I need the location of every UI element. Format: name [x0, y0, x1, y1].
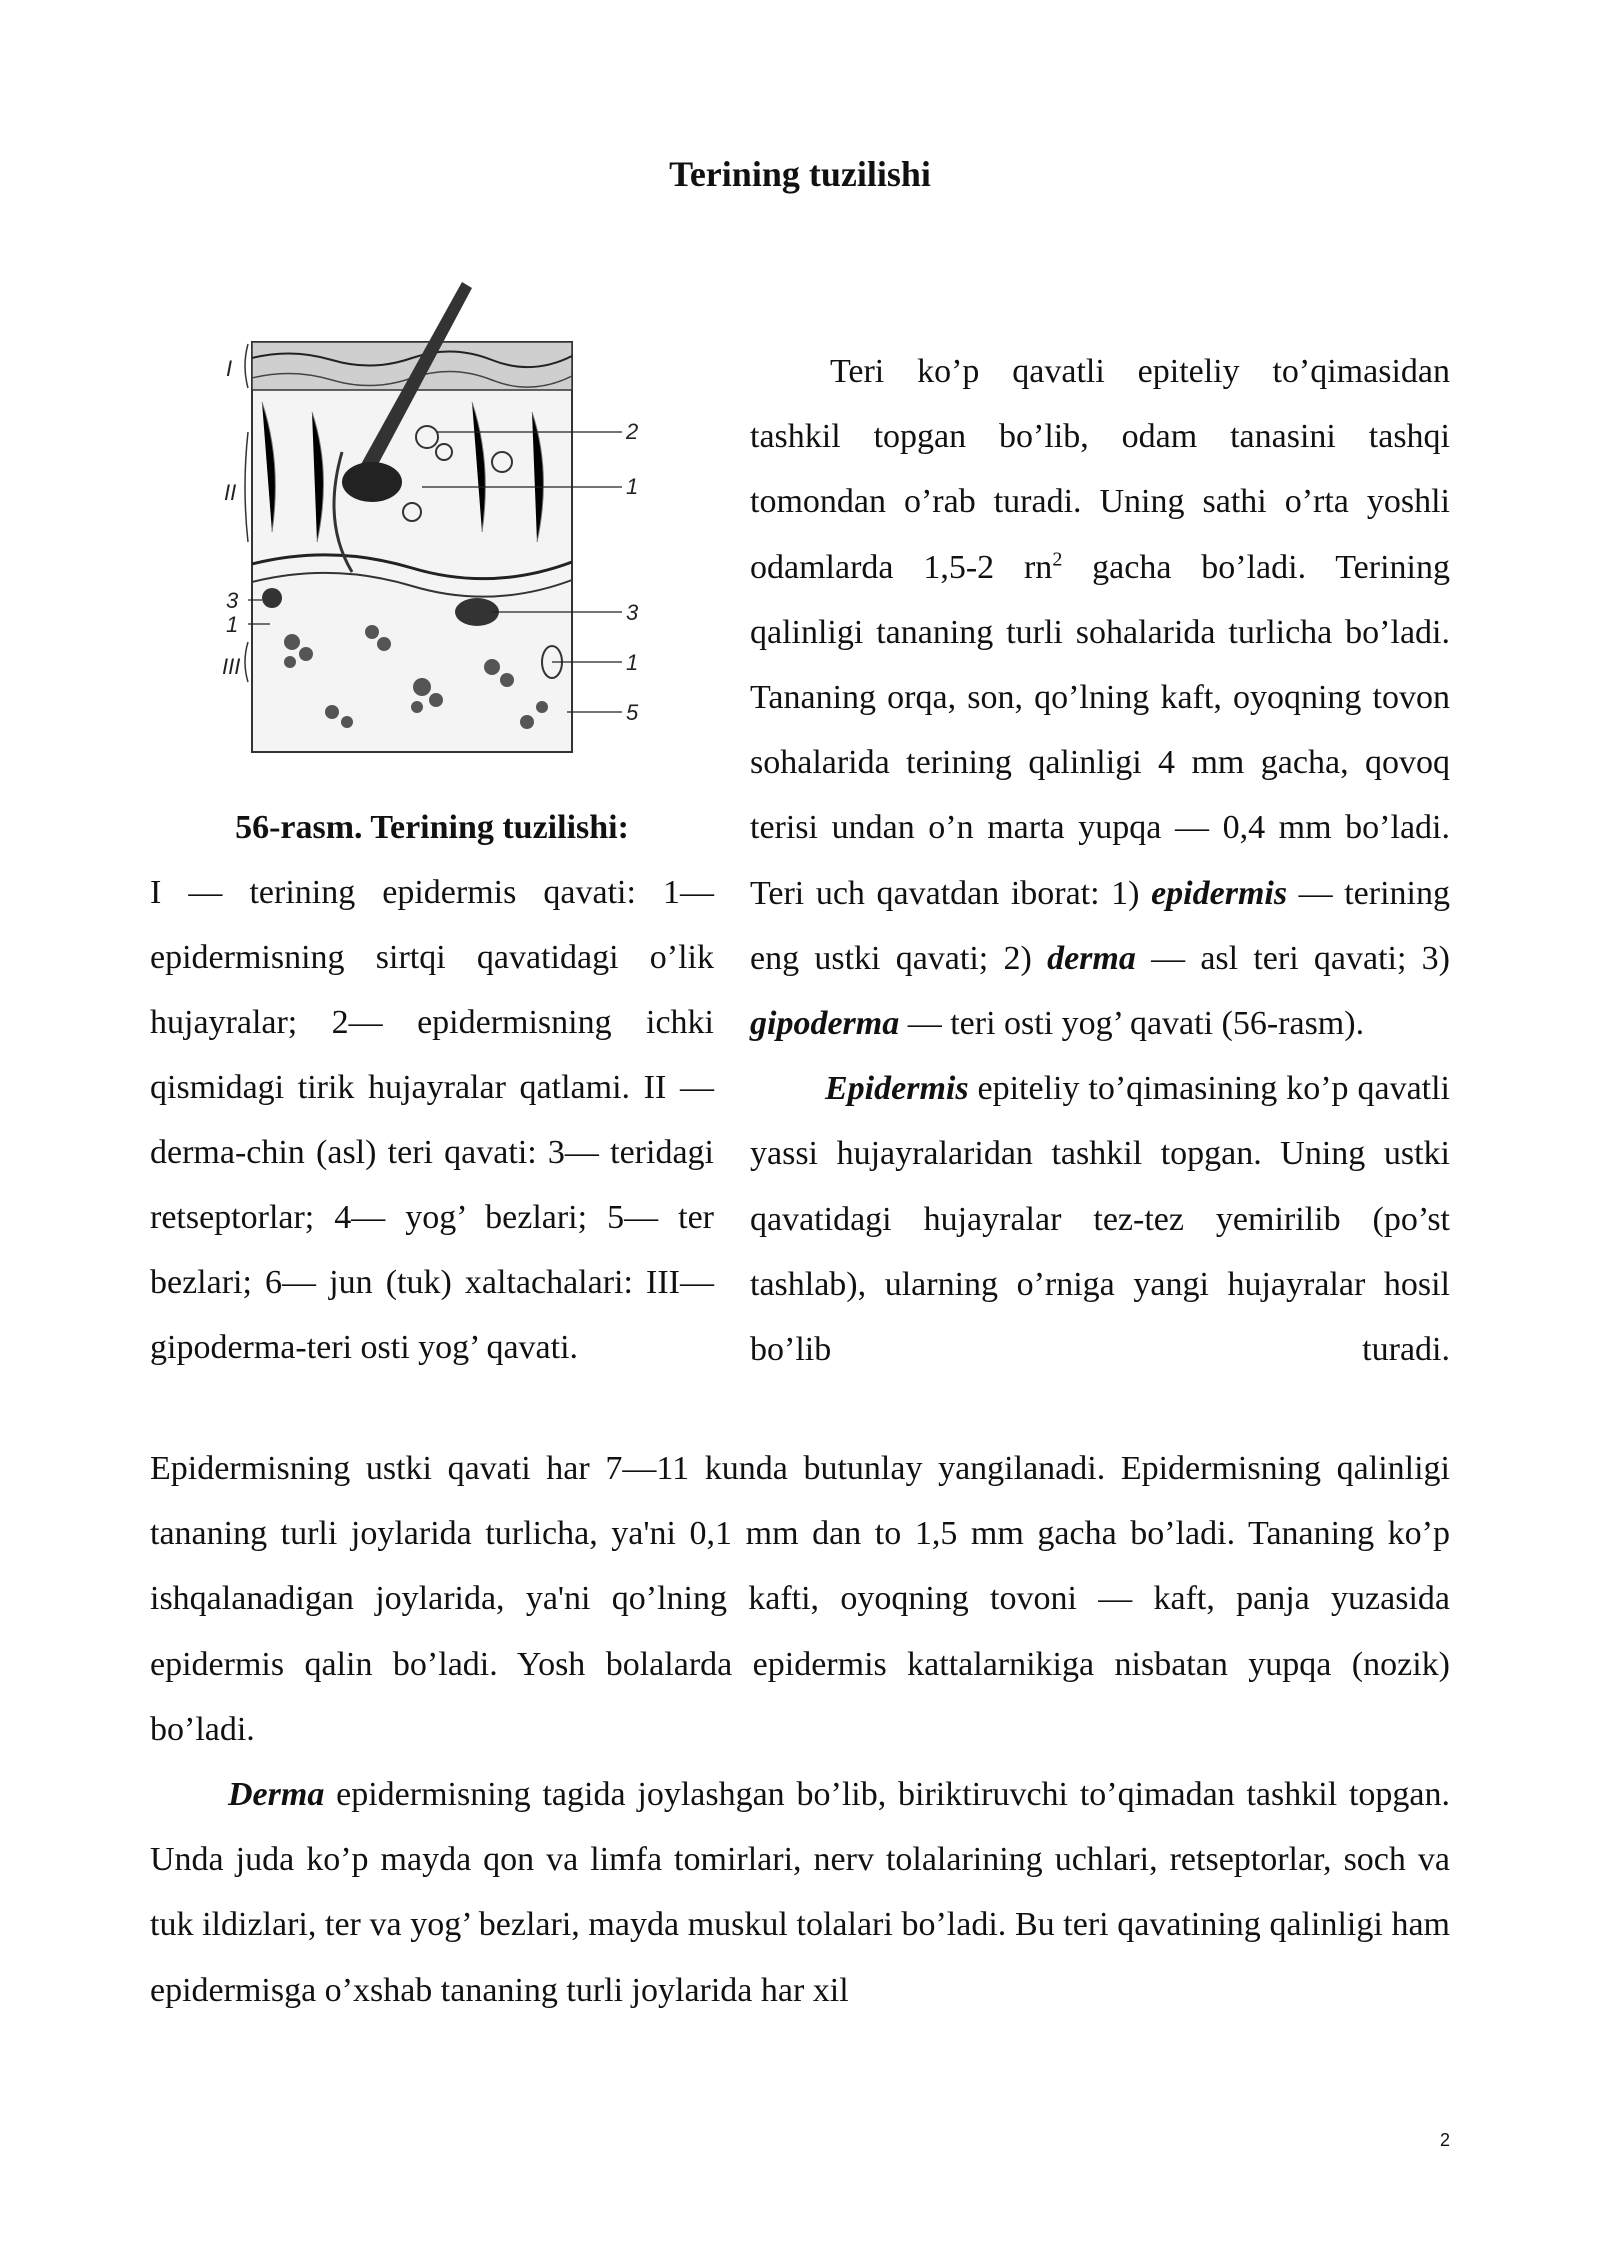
p1-text-d: — asl teri qavati; 3)	[1135, 939, 1451, 977]
label-right-2: 2	[626, 419, 639, 444]
p1-text-e: — teri osti yog’ qavati (56-rasm).	[899, 1005, 1365, 1043]
paragraph-epidermis-continued: Epidermisning ustki qavati har 7—11 kunda butunlay yangilanadi. Epidermisning qalinligi tananing turli joylarida turlicha, ya'ni 0,1 mm dan to 1,5 mm gacha bo’ladi. Tananing ko’p ishqalanadigan joylarida, ya'ni qo’lning kafti, oyoqning tovoni — kaft, panja yuzasida epidermis qalin bo’ladi. Yosh bolalarda epidermis kattalarnikiga nisbatan yupqa (nozik) bo’ladi.	[150, 1450, 1450, 1748]
p1-superscript: 2	[1052, 548, 1063, 571]
term-derma-heading: Derma	[228, 1776, 325, 1814]
skin-structure-illustration	[222, 282, 662, 772]
label-right-5: 5	[626, 700, 639, 725]
p1-text-b: gacha bo’ladi. Terining qalinligi tananing turli sohalarida turlicha bo’ladi. Tananing orqa, son, qo’lning kaft, oyoqning tovon sohalarida terining qalinligi 4 mm gacha, qovoq terisi undan o’n marta yupqa — 0,4 mm bo’ladi. Teri uch qavatdan iborat: 1)	[750, 548, 1450, 912]
right-column	[750, 339, 1450, 1447]
page-title: Terining tuzilishi	[669, 154, 931, 194]
p3-text: epidermisning tagida joylashgan bo’lib, biriktiruvchi to’qimadan tashkil topgan. Unda juda ko’p mayda qon va limfa tomirlari, nerv tolalarining uchlari, retseptorlar, soch va tuk ildizlari, ter va yog’ bezlari, mayda muskul tolalari bo’ladi. Bu teri qavatining qalinligi ham epidermisga o’xshab tananing turli joylarida har xil	[150, 1776, 1450, 2009]
term-epidermis-heading: Epidermis	[825, 1070, 969, 1108]
paragraph-derma	[150, 1762, 1450, 2023]
paragraph-skin-intro	[750, 339, 1450, 1056]
label-II: II	[224, 480, 237, 505]
term-gipoderma: gipoderma	[750, 1005, 900, 1043]
caption-text: I — terining epidermis qavati: 1— epidermisning sirtqi qavatidagi o’lik hujayralar; 2— epidermisning ichki qismidagi tirik hujayralar qatlami. II — derma-chin (asl) teri qavati: 3— teridagi retseptorlar; 4— yog’ bezlari; 5— ter bezlari; 6— jun (tuk) xaltachalari: III— gipoderma-teri osti yog’ qavati.	[150, 874, 714, 1366]
p1-text-a: Teri ko’p qavatli epiteliy to’qimasidan tashkil topgan bo’lib, odam tanasini tashqi tomondan o’rab turadi. Uning sathi o’rta yoshli odamlarda 1,5-2 rn	[750, 353, 1450, 586]
term-derma: derma	[1047, 939, 1136, 977]
p1-text-c: — terining eng ustki qavati; 2)	[750, 874, 1450, 977]
skin-diagram	[222, 282, 662, 772]
label-right-3: 3	[626, 600, 639, 625]
label-left-1: 1	[226, 612, 239, 637]
caption-title: 56-rasm. Terining tuzilishi:	[235, 809, 629, 846]
label-right-1a: 1	[626, 474, 639, 499]
page-number: 2	[1440, 2130, 1451, 2150]
p2-text: epiteliy to’qimasining ko’p qavatli yassi hujayralaridan tashkil topgan. Uning ustki qavatidagi hujayralar tez-tez yemirilib (po’st tashlab), ularning o’rniga yangi hujayralar hosil bo’lib turadi.	[750, 1070, 1450, 1369]
label-left-3: 3	[226, 588, 239, 613]
paragraph-epidermis	[750, 1056, 1450, 1447]
term-epidermis: epidermis	[1151, 874, 1288, 912]
full-width-text	[150, 1436, 1450, 2023]
figure-caption	[150, 795, 714, 1380]
label-I: I	[226, 356, 233, 381]
label-right-1b: 1	[626, 650, 639, 675]
label-III: III	[222, 654, 241, 679]
